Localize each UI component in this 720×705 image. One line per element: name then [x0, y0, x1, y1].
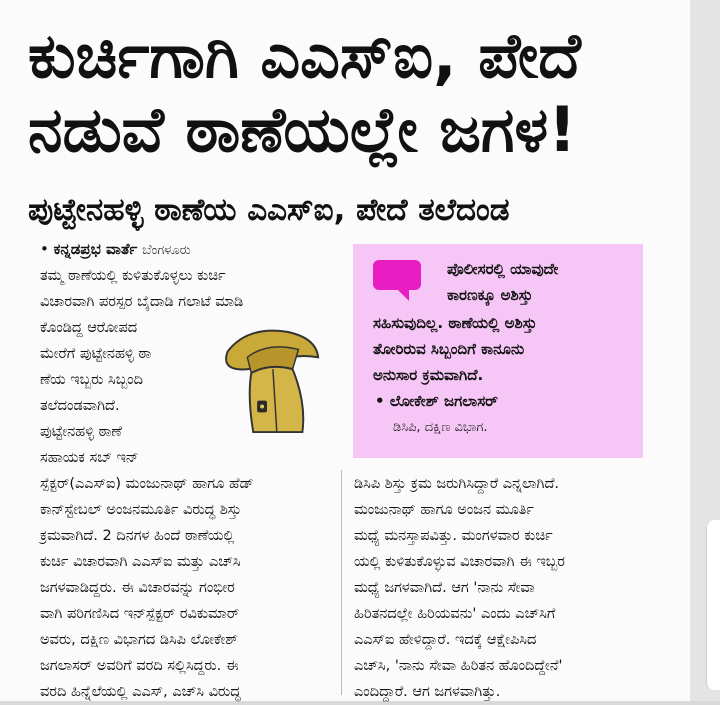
column-1-bottom — [40, 471, 254, 705]
text-line: ಎಂದಿದ್ದಾರೆ. ಆಗ ಜಗಳವಾಗಿತ್ತು. — [354, 684, 501, 700]
text-line: ವಾಗಿ ಪರಿಗಣಿಸಿದ ಇನ್‌ಸ್ಪೆಕ್ಟರ್ ರವಿಕುಮಾರ್ — [40, 606, 240, 622]
quote-line: ಕಾರಣಕ್ಕೂ ಅಶಿಸ್ತು — [447, 286, 533, 304]
column-divider — [341, 470, 342, 695]
text-line: ಕುರ್ಚಿ ವಿಚಾರವಾಗಿ ಎಎಸ್ಐ ಮತ್ತು ಎಚ್‌ಸಿ — [40, 554, 241, 570]
quote-callout-box — [353, 244, 643, 458]
text-line: ಹಿರಿತನದಲ್ಲೇ ಹಿರಿಯವನು' ಎಂದು ಎಚ್‌ಸಿಗೆ — [354, 606, 556, 622]
byline-source: ಕನ್ನಡಪ್ರಭ ವಾರ್ತೆ — [53, 240, 138, 258]
text-line: ಮಧ್ಯೆ ಮನಸ್ತಾಪವಿತ್ತು. ಮಂಗಳವಾರ ಕುರ್ಚಿ — [354, 528, 553, 544]
subheadline: ಪುಟ್ಟೇನಹಳ್ಳಿ ಠಾಣೆಯ ಎಎಸ್‌ಐ, ಪೇದೆ ತಲೆದಂಡ — [28, 192, 510, 228]
text-line: ಕ್ರಮವಾಗಿದೆ. 2 ದಿನಗಳ ಹಿಂದೆ ಠಾಣೆಯಲ್ಲಿ — [40, 528, 235, 544]
text-line: ಡಿಸಿಪಿ ಶಿಸ್ತು ಕ್ರಮ ಜರುಗಿಸಿದ್ದಾರೆ ಎನ್ನಲಾಗಿದೆ. — [354, 476, 560, 492]
headline-line-1: ಕುರ್ಚಿಗಾಗಿ ಎಎಸ್‌ಐ, ಪೇದೆ — [28, 19, 581, 92]
signature-bullet: • — [375, 392, 385, 410]
text-line: ಕಾನ್‌ಸ್ಟೇಬಲ್ ಅಂಜನಮೂರ್ತಿ ವಿರುದ್ಧ ಶಿಸ್ತು — [40, 502, 242, 518]
headline-line-2: ನಡುವೆ ಠಾಣೆಯಲ್ಲೇ ಜಗಳ! — [28, 93, 577, 166]
text-line: ಮಧ್ಯೆ ಜಗಳವಾಗಿದೆ. ಆಗ 'ನಾನು ಸೇವಾ — [354, 580, 535, 596]
text-line: ಕೊಂಡಿದ್ದ ಆರೋಪದ — [40, 320, 138, 336]
text-line: ಮೇರೆಗೆ ಪುಟ್ಟೇನಹಳ್ಳಿ ಠಾ — [40, 346, 152, 362]
signature-name: ಲೋಕೇಶ್ ಜಗಲಾಸರ್ — [389, 392, 498, 410]
police-hat-cartoon-icon — [208, 318, 326, 436]
text-line: ವರದಿ ಹಿನ್ನೆಲೆಯಲ್ಲಿ ಎಎಸ್, ಎಚ್‌ಸಿ ವಿರುದ್ಧ — [40, 684, 241, 700]
text-line: ಜಗಳವಾಡಿದ್ದರು. ಈ ವಿಚಾರವನ್ನು ಗಂಭೀರ — [40, 580, 235, 596]
text-line: ಣೆಯ ಇಬ್ಬರು ಸಿಬ್ಬಂದಿ — [40, 372, 143, 388]
callout-signature — [375, 392, 498, 410]
text-line: ತಮ್ಮ ಠಾಣೆಯಲ್ಲಿ ಕುಳಿತುಕೊಳ್ಳಲು ಕುರ್ಚಿ — [40, 268, 226, 284]
text-line: ಅವರು, ದಕ್ಷಿಣ ವಿಭಾಗದ ಡಿಸಿಪಿ ಲೋಕೇಶ್ — [40, 632, 238, 648]
quote-line: ತೋರಿರುವ ಸಿಬ್ಬಂದಿಗೆ ಕಾನೂನು — [373, 340, 525, 358]
text-line: ತಲೆದಂಡವಾಗಿದೆ. — [40, 398, 120, 414]
text-line: ಪುಟ್ಟೇನಹಳ್ಳಿ ಠಾಣೆ — [40, 424, 122, 440]
byline-city: ಬೆಂಗಳೂರು — [142, 243, 191, 258]
column-2 — [354, 471, 565, 705]
callout-designation: ಡಿಸಿಪಿ, ದಕ್ಷಿಣ ವಿಭಾಗ. — [393, 420, 488, 435]
quote-line: ಪೊಲೀಸರಲ್ಲಿ ಯಾವುದೇ — [447, 260, 559, 278]
text-line: ವಿಚಾರವಾಗಿ ಪರಸ್ಪರ ಬೈದಾಡಿ ಗಲಾಟೆ ಮಾಡಿ — [40, 294, 244, 310]
text-line: ಮಂಜುನಾಥ್ ಹಾಗೂ ಅಂಜನ ಮೂರ್ತಿ — [354, 502, 534, 518]
byline-bullet: • — [40, 240, 49, 258]
callout-quote-full — [373, 310, 537, 388]
scroll-edge-handle[interactable] — [706, 520, 720, 690]
quote-line: ಸಹಿಸುವುದಿಲ್ಲ. ಠಾಣೆಯಲ್ಲಿ ಅಶಿಸ್ತು — [373, 314, 537, 332]
callout-quote-short — [447, 256, 558, 308]
column-1-wrap — [40, 315, 151, 471]
text-line: ಜಗಲಾಸರ್ ಅವರಿಗೆ ವರದಿ ಸಲ್ಲಿಸಿದ್ದರು. ಈ — [40, 658, 239, 674]
byline — [40, 240, 191, 258]
text-line: ಯಲ್ಲಿ ಕುಳಿತುಕೊಳ್ಳುವ ವಿಚಾರವಾಗಿ ಈ ಇಬ್ಬರ — [354, 554, 565, 570]
text-line: ಎಚ್‌ಸಿ, 'ನಾನು ಸೇವಾ ಹಿರಿತನ ಹೊಂದಿದ್ದೇನೆ' — [354, 658, 563, 674]
text-line: ಎಎಸ್ಐ ಹೇಳಿದ್ದಾರೆ. ಇದಕ್ಕೆ ಆಕ್ಷೇಪಿಸಿದ — [354, 632, 537, 648]
quote-line: ಅನುಸಾರ ಕ್ರಮವಾಗಿದೆ. — [373, 366, 484, 384]
text-line: ಸ್ಪೆಕ್ಟರ್(ಎಎಸ್ಐ) ಮಂಜುನಾಥ್ ಹಾಗೂ ಹೆಡ್ — [40, 476, 254, 492]
speech-bubble-icon — [373, 260, 421, 290]
text-line: ಸಹಾಯಕ ಸಬ್ ಇನ್ — [40, 450, 139, 466]
column-1-top — [40, 263, 243, 315]
